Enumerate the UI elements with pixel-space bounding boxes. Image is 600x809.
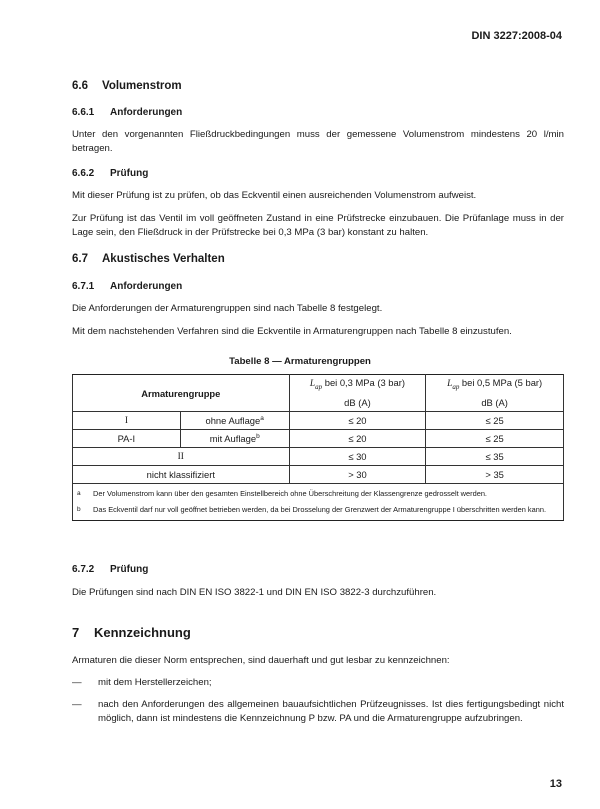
list-dash: — bbox=[72, 699, 82, 710]
table-8 bbox=[72, 374, 564, 521]
header-unit-1: dB (A) bbox=[289, 393, 426, 412]
header-armaturengruppe: Armaturengruppe bbox=[73, 375, 290, 412]
section-number: 6.7 bbox=[72, 253, 88, 265]
lap-symbol: $L_{ap}$ bbox=[447, 379, 460, 391]
section-title: Prüfung bbox=[110, 564, 149, 575]
list-item bbox=[72, 698, 564, 726]
paragraph-6-6-1: Unter den vorgenannten Fließdruckbedingungen muss der gemessene Volumenstrom mindestens 20 l/min betragen. bbox=[72, 129, 564, 154]
section-6-7-1-heading bbox=[72, 281, 182, 292]
paragraph-7: Armaturen die dieser Norm entsprechen, sind dauerhaft und gut lesbar zu kennzeichnen: bbox=[72, 655, 450, 666]
paragraph-6-6-2-a: Mit dieser Prüfung ist zu prüfen, ob das Eckventil einen ausreichenden Volumenstrom aufweist. bbox=[72, 190, 477, 201]
page-number: 13 bbox=[549, 778, 562, 790]
list-dash: — bbox=[72, 677, 82, 688]
group-cell: II bbox=[73, 448, 290, 466]
paragraph-6-7-2: Die Prüfungen sind nach DIN EN ISO 3822-1 und DIN EN ISO 3822-3 durchzuführen. bbox=[72, 587, 437, 598]
value-5bar: > 35 bbox=[426, 466, 564, 484]
footnote-text: Der Volumenstrom kann über den gesamten Einstellbereich ohne Überschreitung der Klassengrenze gedrosselt werden. bbox=[93, 489, 487, 498]
footnote-mark: a bbox=[77, 490, 81, 497]
footnotes-cell bbox=[73, 484, 564, 521]
value-3bar: ≤ 20 bbox=[289, 430, 426, 448]
value-5bar: ≤ 25 bbox=[426, 412, 564, 430]
footnote-mark: b bbox=[77, 506, 81, 513]
section-number: 7 bbox=[72, 625, 80, 640]
document-id: DIN 3227:2008-04 bbox=[471, 30, 562, 42]
group-cell: nicht klassifiziert bbox=[73, 466, 290, 484]
value-3bar: > 30 bbox=[289, 466, 426, 484]
section-7-heading bbox=[72, 625, 191, 640]
section-6-6-heading bbox=[72, 80, 182, 92]
paragraph-6-6-2-b: Zur Prüfung ist das Ventil im voll geöffneten Zustand in eine Prüfstrecke einzubauen. Die Prüfanlage muss in der Lage sein, den Fließdruck in der Prüfstrecke bei 0,3 MPa (3 bar) konstant zu halten. bbox=[72, 213, 564, 238]
section-title: Anforderungen bbox=[110, 107, 183, 118]
section-6-6-1-heading bbox=[72, 107, 182, 118]
list-item-text: nach den Anforderungen des allgemeinen bauaufsichtlichen Prüfzeugnisses. Ist dies fertigungsbedingt nicht möglich, dann ist mindestens die Kennzeichnung P bzw. PA und die Armaturengruppe aufzubringen. bbox=[98, 699, 564, 724]
section-6-6-2-heading bbox=[72, 168, 148, 179]
list-item-text: mit dem Herstellerzeichen; bbox=[98, 677, 212, 688]
section-number: 6.7.1 bbox=[72, 281, 95, 292]
section-title: Akustisches Verhalten bbox=[102, 253, 225, 265]
value-5bar: ≤ 35 bbox=[426, 448, 564, 466]
section-number: 6.6.2 bbox=[72, 168, 95, 179]
paragraph-6-7-1-b: Mit dem nachstehenden Verfahren sind die Eckventile in Armaturengruppen nach Tabelle 8 einzustufen. bbox=[72, 326, 512, 337]
group-cell: PA-I bbox=[73, 430, 181, 448]
value-5bar: ≤ 25 bbox=[426, 430, 564, 448]
paragraph-6-7-1-a: Die Anforderungen der Armaturengruppen sind nach Tabelle 8 festgelegt. bbox=[72, 303, 383, 314]
section-title: Volumenstrom bbox=[102, 80, 182, 92]
table-row bbox=[73, 466, 564, 484]
section-number: 6.6 bbox=[72, 80, 88, 92]
header-lap-5bar: $L_{ap}$ bei 0,5 MPa (5 bar) bbox=[426, 375, 564, 394]
group-cell: I bbox=[73, 412, 181, 430]
table-row bbox=[73, 448, 564, 466]
sub-group-cell: ohne Auflage$^a$ bbox=[180, 412, 289, 430]
list-item bbox=[72, 676, 564, 690]
footnote bbox=[77, 489, 559, 499]
sub-group-cell: mit Auflage$^b$ bbox=[180, 430, 289, 448]
footnotes-row bbox=[73, 484, 564, 521]
header-lap-3bar: $L_{ap}$ bei 0,3 MPa (3 bar) bbox=[289, 375, 426, 394]
footnote-text: Das Eckventil darf nur voll geöffnet betrieben werden, da bei Drosselung der Grenzwert der Armaturengruppe I überschritten werden kann. bbox=[93, 505, 546, 514]
header-unit-2: dB (A) bbox=[426, 393, 564, 412]
section-title: Anforderungen bbox=[110, 281, 183, 292]
section-title: Kennzeichnung bbox=[94, 625, 191, 640]
table-8-caption: Tabelle 8 — Armaturengruppen bbox=[229, 356, 371, 367]
section-number: 6.6.1 bbox=[72, 107, 95, 118]
section-title: Prüfung bbox=[110, 168, 149, 179]
footnote bbox=[77, 505, 559, 515]
section-6-7-heading bbox=[72, 253, 225, 265]
table-row bbox=[73, 412, 564, 430]
section-number: 6.7.2 bbox=[72, 564, 95, 575]
table-row bbox=[73, 430, 564, 448]
value-3bar: ≤ 30 bbox=[289, 448, 426, 466]
value-3bar: ≤ 20 bbox=[289, 412, 426, 430]
section-6-7-2-heading bbox=[72, 564, 148, 575]
lap-symbol: $L_{ap}$ bbox=[309, 379, 323, 391]
